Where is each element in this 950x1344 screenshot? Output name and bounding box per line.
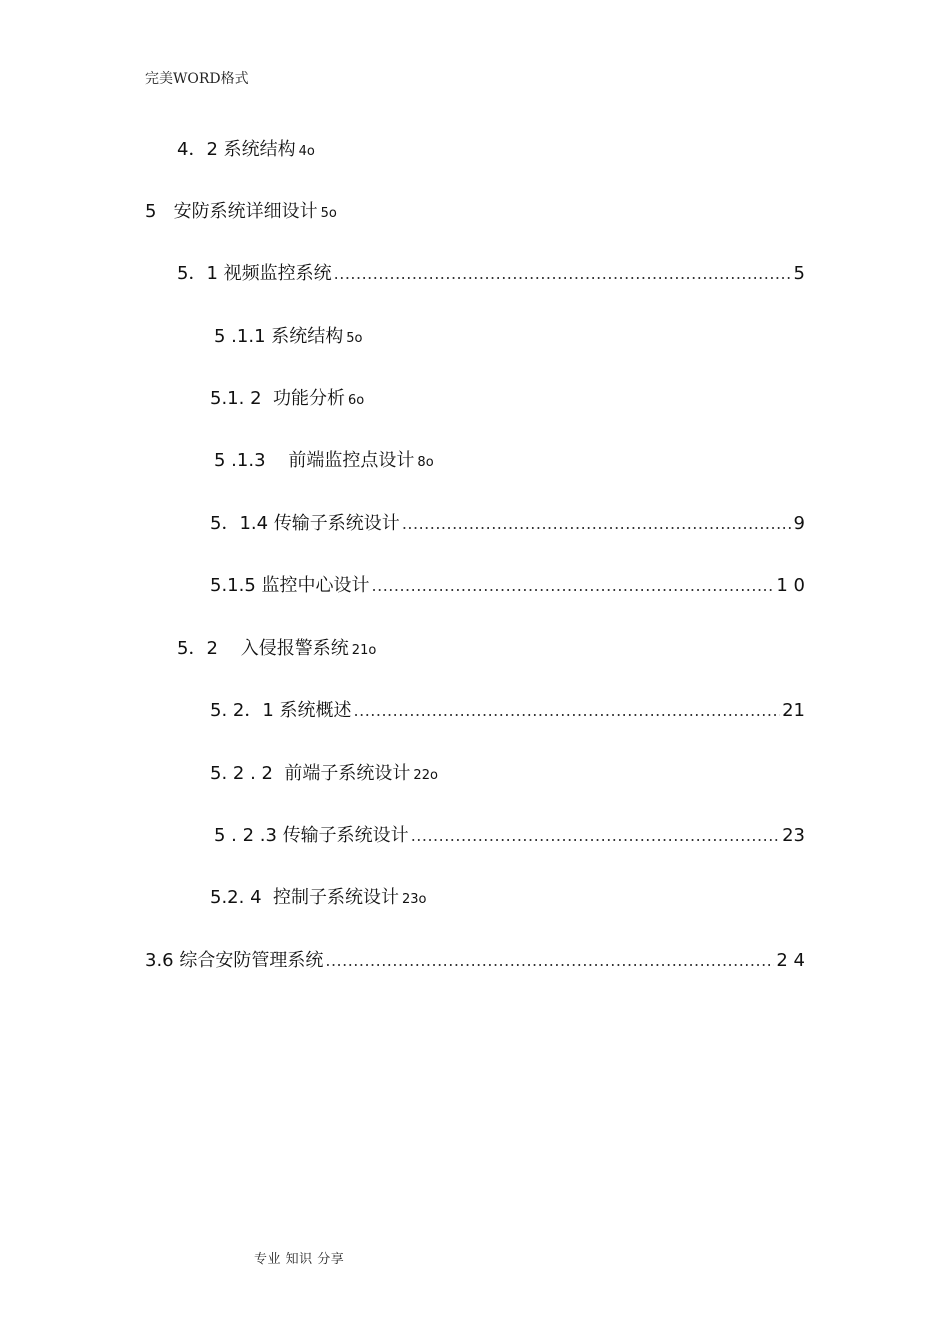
toc-entry-page: 2 4 bbox=[776, 950, 805, 971]
toc-entry-page: 6o bbox=[347, 393, 365, 408]
toc-entry[interactable] bbox=[210, 762, 438, 786]
page-footer: 专业 知识 分享 bbox=[254, 1252, 345, 1267]
toc-entry-page: 8o bbox=[417, 455, 434, 470]
toc-entry-number: 4．2 bbox=[177, 139, 224, 160]
toc-entry-page: 21o bbox=[351, 643, 377, 658]
toc-entry-page: 5o bbox=[320, 206, 337, 221]
dot-leader bbox=[354, 699, 781, 723]
toc-entry-page: 23o bbox=[401, 892, 427, 907]
toc-entry[interactable] bbox=[214, 824, 805, 848]
toc-entry-number: 5.1.5 bbox=[210, 575, 262, 596]
toc-entry-title: 监控中心设计 bbox=[261, 575, 370, 596]
toc-entry-title: 入侵报警系统 bbox=[240, 638, 349, 659]
toc-entry[interactable] bbox=[210, 886, 426, 910]
toc-entry[interactable] bbox=[214, 325, 362, 349]
toc-entry[interactable] bbox=[177, 637, 376, 661]
toc-entry-title: 综合安防管理系统 bbox=[179, 950, 324, 971]
toc-entry[interactable] bbox=[145, 949, 805, 973]
toc-entry[interactable] bbox=[210, 387, 364, 411]
toc-entry-title: 系统结构 bbox=[271, 326, 344, 347]
toc-entry-number: 5．1 bbox=[177, 263, 224, 284]
toc-entry-title: 传输子系统设计 bbox=[273, 513, 400, 534]
toc-entry-page: 9 bbox=[793, 513, 805, 534]
toc-entry-title: 安防系统详细设计 bbox=[173, 201, 318, 222]
toc-entry-title: 系统结构 bbox=[223, 139, 296, 160]
toc-entry[interactable] bbox=[177, 138, 315, 162]
toc-entry[interactable] bbox=[177, 262, 805, 286]
dot-leader bbox=[372, 574, 775, 598]
toc-entry-number: 5. 2 . 2 bbox=[210, 763, 285, 784]
toc-entry-number: 5 . 2 .3 bbox=[214, 825, 283, 846]
toc-entry-number: 5. 2．1 bbox=[210, 700, 280, 721]
toc-entry-title: 系统概述 bbox=[279, 700, 352, 721]
toc-entry-title: 视频监控系统 bbox=[223, 263, 332, 284]
toc-entry-number: 5 bbox=[145, 201, 174, 222]
toc-entry-number: 5 .1.3 bbox=[214, 450, 289, 471]
toc-entry[interactable] bbox=[210, 574, 805, 598]
toc-entry-page: 4o bbox=[298, 144, 315, 159]
dot-leader bbox=[411, 824, 780, 848]
toc-entry-page: 5 bbox=[793, 263, 805, 284]
toc-entry-title: 控制子系统设计 bbox=[272, 887, 399, 908]
toc-entry[interactable] bbox=[214, 449, 434, 473]
toc-entry-page: 21 bbox=[782, 700, 805, 721]
toc-entry-page: 22o bbox=[413, 768, 438, 783]
toc-entry-title: 前端监控点设计 bbox=[288, 450, 415, 471]
toc-entry-page: 5o bbox=[346, 331, 363, 346]
toc-entry-page: 1 0 bbox=[776, 575, 805, 596]
toc-entry-number: 5.1. 2 bbox=[210, 388, 273, 409]
toc-entry-number: 5．2 bbox=[177, 638, 241, 659]
toc-entry-number: 5 .1.1 bbox=[214, 326, 272, 347]
dot-leader bbox=[334, 262, 792, 286]
toc-entry[interactable] bbox=[210, 512, 805, 536]
toc-entry[interactable] bbox=[210, 699, 805, 723]
dot-leader bbox=[402, 512, 792, 536]
toc-entry-title: 前端子系统设计 bbox=[284, 763, 411, 784]
page-header: 完美WORD格式 bbox=[145, 71, 249, 87]
toc-entry-number: 5．1.4 bbox=[210, 513, 274, 534]
toc-entry-page: 23 bbox=[782, 825, 805, 846]
dot-leader bbox=[325, 949, 774, 973]
toc-entry-title: 功能分析 bbox=[272, 388, 345, 409]
toc-entry-number: 5.2. 4 bbox=[210, 887, 273, 908]
toc-entry-number: 3.6 bbox=[145, 950, 180, 971]
toc-entry-title: 传输子系统设计 bbox=[282, 825, 409, 846]
toc-entry[interactable] bbox=[145, 200, 337, 224]
